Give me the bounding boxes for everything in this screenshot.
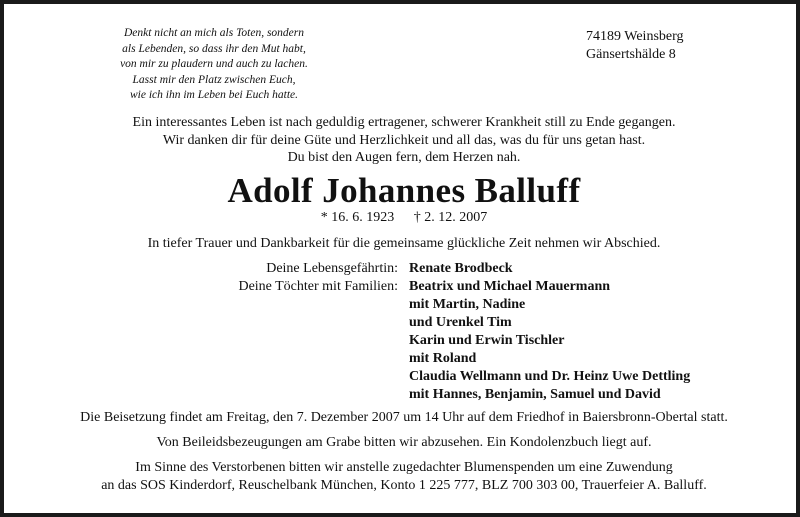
condolence-notice: Von Beileidsbezeugungen am Grabe bitten wir abzusehen. Ein Kondolenzbuch liegt auf. xyxy=(156,435,652,450)
mourner-line: mit Roland xyxy=(409,351,477,366)
family-group xyxy=(409,368,800,404)
memorial-quote xyxy=(64,26,364,104)
donation-line: Im Sinne des Verstorbenen bitten wir anstelle zugedachter Blumenspenden um eine Zuwendung xyxy=(135,460,673,475)
death-date: † 2. 12. 2007 xyxy=(413,210,488,225)
intro-line: Ein interessantes Leben ist nach geduldig ertragener, schwerer Krankheit still zu Ende gegangen. xyxy=(132,115,676,130)
mourner-line: Claudia Wellmann und Dr. Heinz Uwe Dettling xyxy=(409,369,691,384)
family-group xyxy=(409,260,800,278)
life-dates xyxy=(4,209,800,227)
mourner-names xyxy=(409,278,800,404)
quote-line: von mir zu plaudern und auch zu lachen. xyxy=(120,58,308,71)
family-group xyxy=(409,332,800,368)
farewell-statement: In tiefer Trauer und Dankbarkeit für die gemeinsame glückliche Zeit nehmen wir Abschied. xyxy=(147,236,661,251)
mourner-row-daughters xyxy=(4,278,800,404)
birth-date: * 16. 6. 1923 xyxy=(320,210,395,225)
mourner-names xyxy=(409,260,800,278)
deceased-name: Adolf Johannes Balluff xyxy=(227,171,581,210)
donation-request xyxy=(4,459,800,495)
donation-line: an das SOS Kinderdorf, Reuschelbank München, Konto 1 225 777, BLZ 700 303 00, Trauerfeier A. Balluff. xyxy=(101,478,707,493)
mourner-line: mit Hannes, Benjamin, Samuel und David xyxy=(409,387,661,402)
quote-line: als Lebenden, so dass ihr den Mut habt, xyxy=(122,42,306,55)
mourner-label: Deine Lebensgefährtin: xyxy=(266,261,398,276)
family-group xyxy=(409,278,800,332)
burial-notice: Die Beisetzung findet am Freitag, den 7. Dezember 2007 um 14 Uhr auf dem Friedhof in Baiersbronn-Obertal statt. xyxy=(80,410,728,425)
mourner-line: Karin und Erwin Tischler xyxy=(409,333,565,348)
mourner-line: Beatrix und Michael Mauermann xyxy=(409,279,611,294)
mourner-line: Renate Brodbeck xyxy=(409,261,513,276)
family-address xyxy=(586,28,684,64)
intro-text xyxy=(4,114,800,167)
quote-line: Denkt nicht an mich als Toten, sondern xyxy=(123,27,305,39)
mourners-list xyxy=(4,260,800,404)
mourner-row-partner xyxy=(4,260,800,278)
address-street: Gänsertshälde 8 xyxy=(586,47,676,62)
mourner-line: und Urenkel Tim xyxy=(409,315,512,330)
quote-line: Lasst mir den Platz zwischen Euch, xyxy=(132,73,296,86)
quote-line: wie ich ihn im Leben bei Euch hatte. xyxy=(130,89,298,102)
mourner-label: Deine Töchter mit Familien: xyxy=(238,279,398,294)
intro-line: Du bist den Augen fern, dem Herzen nah. xyxy=(287,150,521,165)
mourner-line: mit Martin, Nadine xyxy=(409,297,526,312)
address-city: 74189 Weinsberg xyxy=(586,29,684,44)
intro-line: Wir danken dir für deine Güte und Herzlichkeit und all das, was du für uns getan hast. xyxy=(162,132,646,148)
